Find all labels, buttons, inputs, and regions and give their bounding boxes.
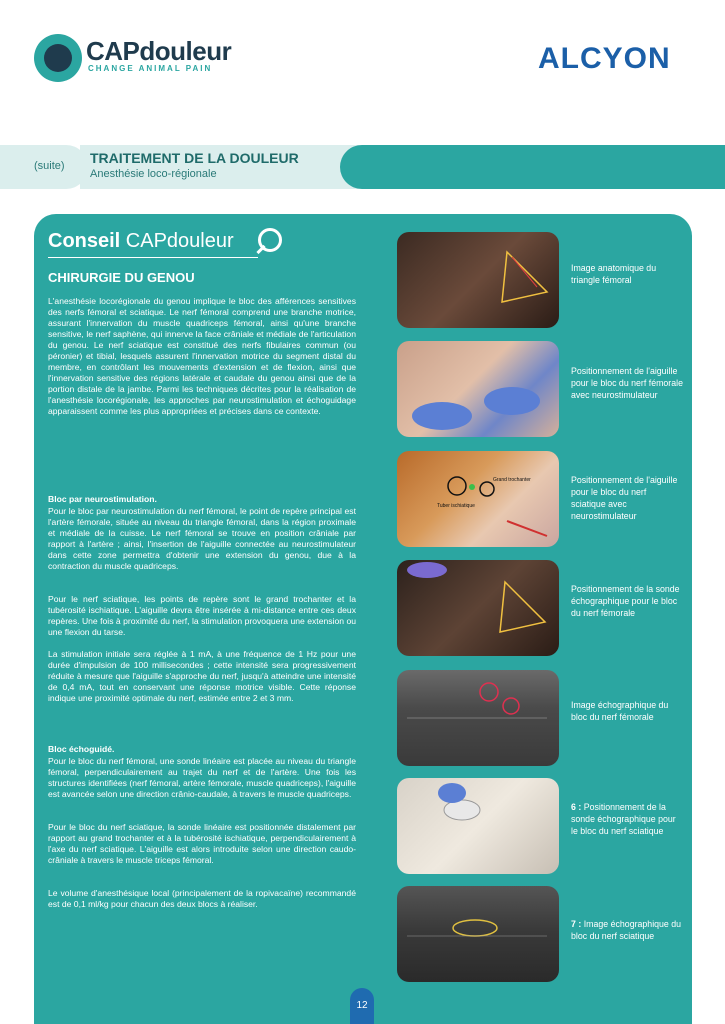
conseil-underline	[48, 257, 258, 258]
figure-7-caption: 7 : Image échographique du bloc du nerf sciatique	[571, 919, 682, 941]
echo-paragraph-3: Le volume d'anesthésique local (principalement de la ropivacaïne) recommandé est de 0,1 ml/kg pour chacun des deux blocs à réaliser.	[48, 888, 356, 909]
capdouleur-logo-icon	[34, 34, 82, 82]
echo-paragraph-1: Pour le bloc du nerf fémoral, une sonde linéaire est placée au niveau du triangle fémoral, perpendiculairement au trajet du nerf et de l'artère. Une fois les structures identifiées (nerf fémoral, artère fémorale, muscle quadriceps), l'aiguille est avancée selon une direction crânio-caudale, à travers le muscle quadriceps.	[48, 756, 356, 799]
neuro-paragraph-2: Pour le nerf sciatique, les points de repère sont le grand trochanter et la tubérosité ischiatique. L'aiguille devra être insérée à mi-distance entre ces deux repères. Une fois à proximité du nerf, la stimulation provoquera une extension ou une flexion du tarse.	[48, 594, 356, 637]
brand-title: CAPdouleur	[86, 36, 232, 66]
section-heading: TRAITEMENT DE LA DOULEUR	[90, 150, 299, 166]
figure-6-caption: 6 : Positionnement de la sonde échographique pour le bloc du nerf sciatique	[571, 802, 676, 836]
figure-2-caption: Positionnement de l'aiguille pour le bloc du nerf fémorale avec neurostimulateur	[571, 366, 683, 400]
figure-5-image	[397, 670, 559, 766]
echo-paragraph-2: Pour le bloc du nerf sciatique, la sonde linéaire est positionnée distalement par rapport au grand trochanter et à la tubérosité ischiatique, perpendiculairement à l'axe du nerf sciatique. L'aiguille est alors introduite selon une direction caudo-crâniale à travers le muscle triceps fémoral.	[48, 822, 356, 865]
figure-7-image	[397, 886, 559, 982]
figure-5-caption: Image échographique du bloc du nerf fémorale	[571, 700, 669, 722]
figure-3-caption: Positionnement de l'aiguille pour le bloc du nerf sciatique avec neurostimulateur	[571, 475, 678, 521]
figure-1-image	[397, 232, 559, 328]
brand-tagline: CHANGE ANIMAL PAIN	[88, 64, 213, 73]
page-number: 12	[350, 988, 374, 1024]
figure-2-image	[397, 341, 559, 437]
label-grand-trochanter: Grand trochanter	[493, 477, 531, 483]
neuro-paragraph-3: La stimulation initiale sera réglée à 1 mA, à une fréquence de 1 Hz pour une durée d'impulsion de 100 millisecondes ; cette intensité sera progressivement réduite à mesure que l'aiguille s'approche du nerf, jusqu'à atteindre une intensité de 0,4 mA, tout en conservant une réponse motrice visible. Cette réponse indique une proximité optimale du nerf, estimée entre 2 et 3 mm.	[48, 649, 356, 703]
conseil-title: Conseil CAPdouleur	[48, 230, 234, 252]
figure-1-caption: Image anatomique du triangle fémoral	[571, 263, 657, 285]
neuro-paragraph-1: Pour le bloc par neurostimulation du nerf fémoral, le point de repère principal est l'artère fémorale, située au niveau du triangle fémoral, dans la région proximale et médiale de la cuisse. Le nerf fémoral se trouve en position crâniale par rapport à l'artère ; ainsi, l'insertion de l'aiguille connectée au neurostimulateur dans cette zone permettra d'obtenir une extension du genou, due à la contraction du muscle quadriceps.	[48, 506, 356, 571]
neuro-heading: Bloc par neurostimulation.	[48, 494, 157, 504]
echo-heading: Bloc échoguidé.	[48, 744, 115, 754]
figure-3-image	[397, 451, 559, 547]
figure-4-caption: Positionnement de la sonde échographique pour le bloc du nerf fémorale	[571, 584, 680, 618]
alcyon-logo: ALCYON	[538, 42, 671, 75]
figure-6-image	[397, 778, 559, 874]
figure-4-image	[397, 560, 559, 656]
section-subheading: Anesthésie loco-régionale	[90, 168, 217, 180]
intro-paragraph: L'anesthésie locorégionale du genou implique le bloc des afférences sensitives des nerfs fémoral et sciatique. Le nerf fémoral comprend une branche motrice, assurant l'innervation du muscle quadriceps fémoral, ainsi qu'une branche sensitive, le nerf saphène, qui innerve la face crâniale et médiale de l'articulation du genou. Le nerf sciatique est constitué des nerfs fibulaires commun (ou péronier) et tibial, lesquels assurent l'innervation motrice du segment distal du membre, en contrôlant les mouvements d'extension et de flexion, ainsi que l'innervation sensitive des régions latérale et caudale du genou ainsi que de la portion distale de la jambe. Parmi les techniques décrites pour la réalisation de l'anesthésie locorégionale, les approches par neurostimulation et échoguidage apparaissent comme les plus appropriées et précises dans ce contexte.	[48, 296, 356, 416]
band-right-accent	[340, 145, 725, 189]
label-tuber-ischiatique: Tuber ischiatique	[437, 503, 475, 509]
article-title: CHIRURGIE DU GENOU	[48, 270, 195, 285]
suite-label: (suite)	[34, 160, 65, 172]
